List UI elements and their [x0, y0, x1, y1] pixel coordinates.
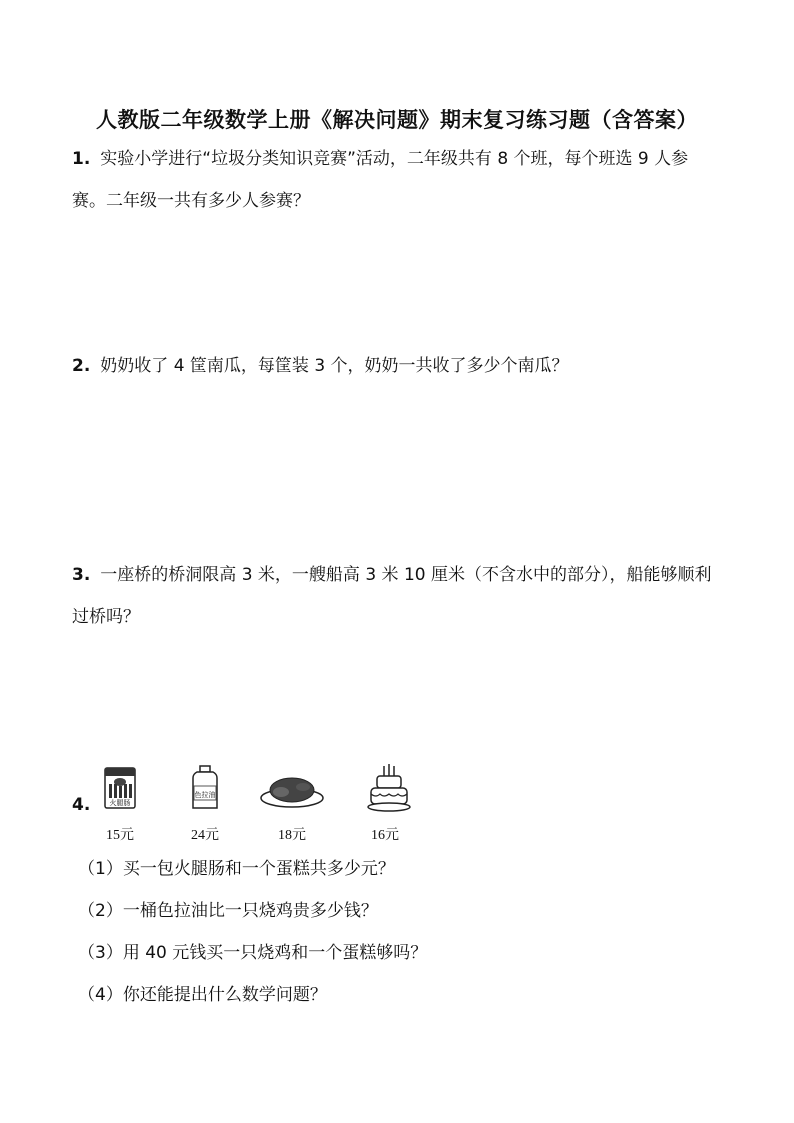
sub-question-2: （2）一桶色拉油比一只烧鸡贵多少钱？ — [78, 901, 378, 921]
question-4-number: 4. — [72, 795, 91, 815]
question-text: 实验小学进行“垃圾分类知识竞赛”活动，二年级共有 8 个班，每个班选 9 人参赛。二年级一共有多少人参赛？ — [72, 149, 689, 211]
sausage-item — [75, 764, 165, 812]
page-title: 人教版二年级数学上册《解决问题》期末复习练习题（含答案） — [96, 108, 698, 132]
question-1 — [72, 138, 722, 222]
question-2 — [72, 345, 722, 387]
sub-question-4: （4）你还能提出什么数学问题？ — [78, 985, 327, 1005]
cake-icon — [366, 764, 412, 812]
oil-item — [160, 764, 250, 812]
sausage-label: 火腿肠 — [109, 799, 131, 807]
sub-question-3: （3）用 40 元钱买一只烧鸡和一个蛋糕够吗？ — [78, 943, 428, 963]
oil-bottle-icon — [185, 764, 225, 812]
price-chicken: 18元 — [278, 828, 306, 843]
question-number: 2. — [72, 356, 91, 376]
chicken-item — [247, 764, 337, 812]
price-oil: 24元 — [191, 828, 219, 843]
roast-chicken-icon — [259, 764, 325, 812]
question-3 — [72, 554, 722, 638]
question-number: 1. — [72, 149, 91, 169]
question-number: 3. — [72, 565, 91, 585]
price-cake: 16元 — [371, 828, 399, 843]
sub-question-1: （1）买一包火腿肠和一个蛋糕共多少元？ — [78, 859, 395, 879]
cake-item — [344, 764, 434, 812]
price-sausage: 15元 — [106, 828, 134, 843]
oil-label: 色拉油 — [194, 791, 216, 799]
question-text: 一座桥的桥洞限高 3 米，一艘船高 3 米 10 厘米（不含水中的部分），船能够顺利过桥吗？ — [72, 565, 712, 627]
question-text: 奶奶收了 4 筐南瓜，每筐装 3 个，奶奶一共收了多少个南瓜？ — [100, 356, 569, 376]
